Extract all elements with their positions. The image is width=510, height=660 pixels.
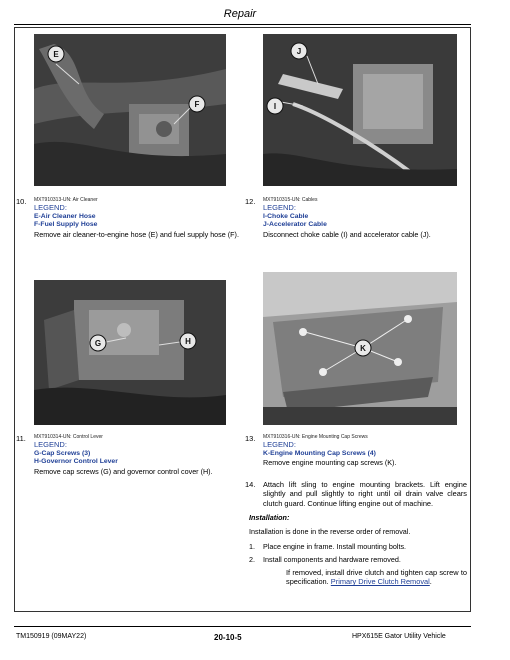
figure-id: MXT910316-UN: Engine Mounting Cap Screws	[263, 434, 368, 440]
legend-heading: LEGEND:	[34, 203, 67, 213]
page-section-title: Repair	[223, 8, 257, 20]
installation-heading: Installation:	[249, 513, 290, 522]
footer-page-number: 20-10-5	[214, 633, 242, 642]
legend-heading: LEGEND:	[263, 203, 296, 213]
header-divider	[14, 24, 471, 25]
step-instruction: Attach lift sling to engine mounting brackets. Lift engine slightly and pull slightly to right until oil drain valve clears clutch guard. Continue lifting engine out of machine.	[263, 480, 467, 508]
step-instruction: Remove cap screws (G) and governor control cover (H).	[34, 466, 213, 476]
callout-k-label: K	[360, 344, 366, 353]
installation-list	[249, 542, 467, 564]
photo-control-lever-image	[34, 280, 226, 425]
callout-f-label: F	[194, 100, 200, 109]
legend-item: H-Governor Control Lever	[34, 458, 118, 466]
installation-section	[249, 513, 467, 587]
step-instruction: Disconnect choke cable (I) and accelerator cable (J).	[263, 229, 431, 239]
callout-i-label: I	[273, 102, 277, 111]
figure-id: MXT910315-UN: Cables	[263, 197, 318, 203]
callout-h-label: H	[185, 337, 191, 346]
note-text: If removed, install drive clutch and tighten cap screw to specification.	[286, 568, 467, 587]
footer-product-name: HPX615E Gator Utility Vehicle	[352, 633, 446, 640]
callout-g-label: G	[94, 339, 102, 348]
legend-item: E-Air Cleaner Hose	[34, 212, 96, 220]
step-instruction: Remove engine mounting cap screws (K).	[263, 458, 397, 468]
callout-e-label: E	[53, 50, 59, 59]
callout-j-label: J	[296, 47, 302, 56]
list-item	[249, 542, 467, 551]
step-instruction: Remove air cleaner-to-engine hose (E) and fuel supply hose (F).	[34, 229, 239, 239]
installation-note	[249, 568, 467, 587]
legend-heading: LEGEND:	[34, 440, 67, 450]
step-number: 10.	[16, 197, 27, 206]
list-text: Place engine in frame. Install mounting bolts.	[263, 542, 407, 551]
photo-engine-mounting-image	[263, 272, 457, 425]
list-number: 1.	[249, 542, 255, 551]
primary-drive-clutch-link[interactable]: Primary Drive Clutch Removal	[330, 577, 430, 587]
installation-intro: Installation is done in the reverse order of removal.	[249, 527, 411, 536]
legend-item: G-Cap Screws (3)	[34, 449, 91, 457]
legend-item: J-Accelerator Cable	[263, 221, 327, 229]
list-text: Install components and hardware removed.	[263, 555, 401, 564]
legend-item: F-Fuel Supply Hose	[34, 221, 98, 229]
photo-cables-image	[263, 34, 457, 186]
step-number: 13.	[245, 434, 256, 443]
legend-heading: LEGEND:	[263, 440, 296, 450]
photo-air-cleaner-image	[34, 34, 226, 186]
step-number: 11.	[16, 434, 26, 443]
figure-id: MXT910313-UN: Air Cleaner	[34, 197, 98, 203]
photo-control-lever	[34, 280, 226, 425]
legend-item: K-Engine Mounting Cap Screws (4)	[263, 449, 376, 457]
step-number: 14.	[245, 480, 256, 489]
photo-engine-mounting	[263, 272, 457, 425]
footer-doc-id: TM150919 (09MAY22)	[16, 633, 87, 640]
photo-air-cleaner	[34, 34, 226, 186]
list-number: 2.	[249, 555, 255, 564]
photo-cables	[263, 34, 457, 186]
list-item	[249, 555, 467, 564]
step-number: 12.	[245, 197, 256, 206]
legend-item: I-Choke Cable	[263, 212, 309, 220]
figure-id: MXT910314-UN: Control Lever	[34, 434, 103, 440]
note-suffix: .	[429, 577, 432, 587]
footer-divider	[14, 626, 471, 627]
